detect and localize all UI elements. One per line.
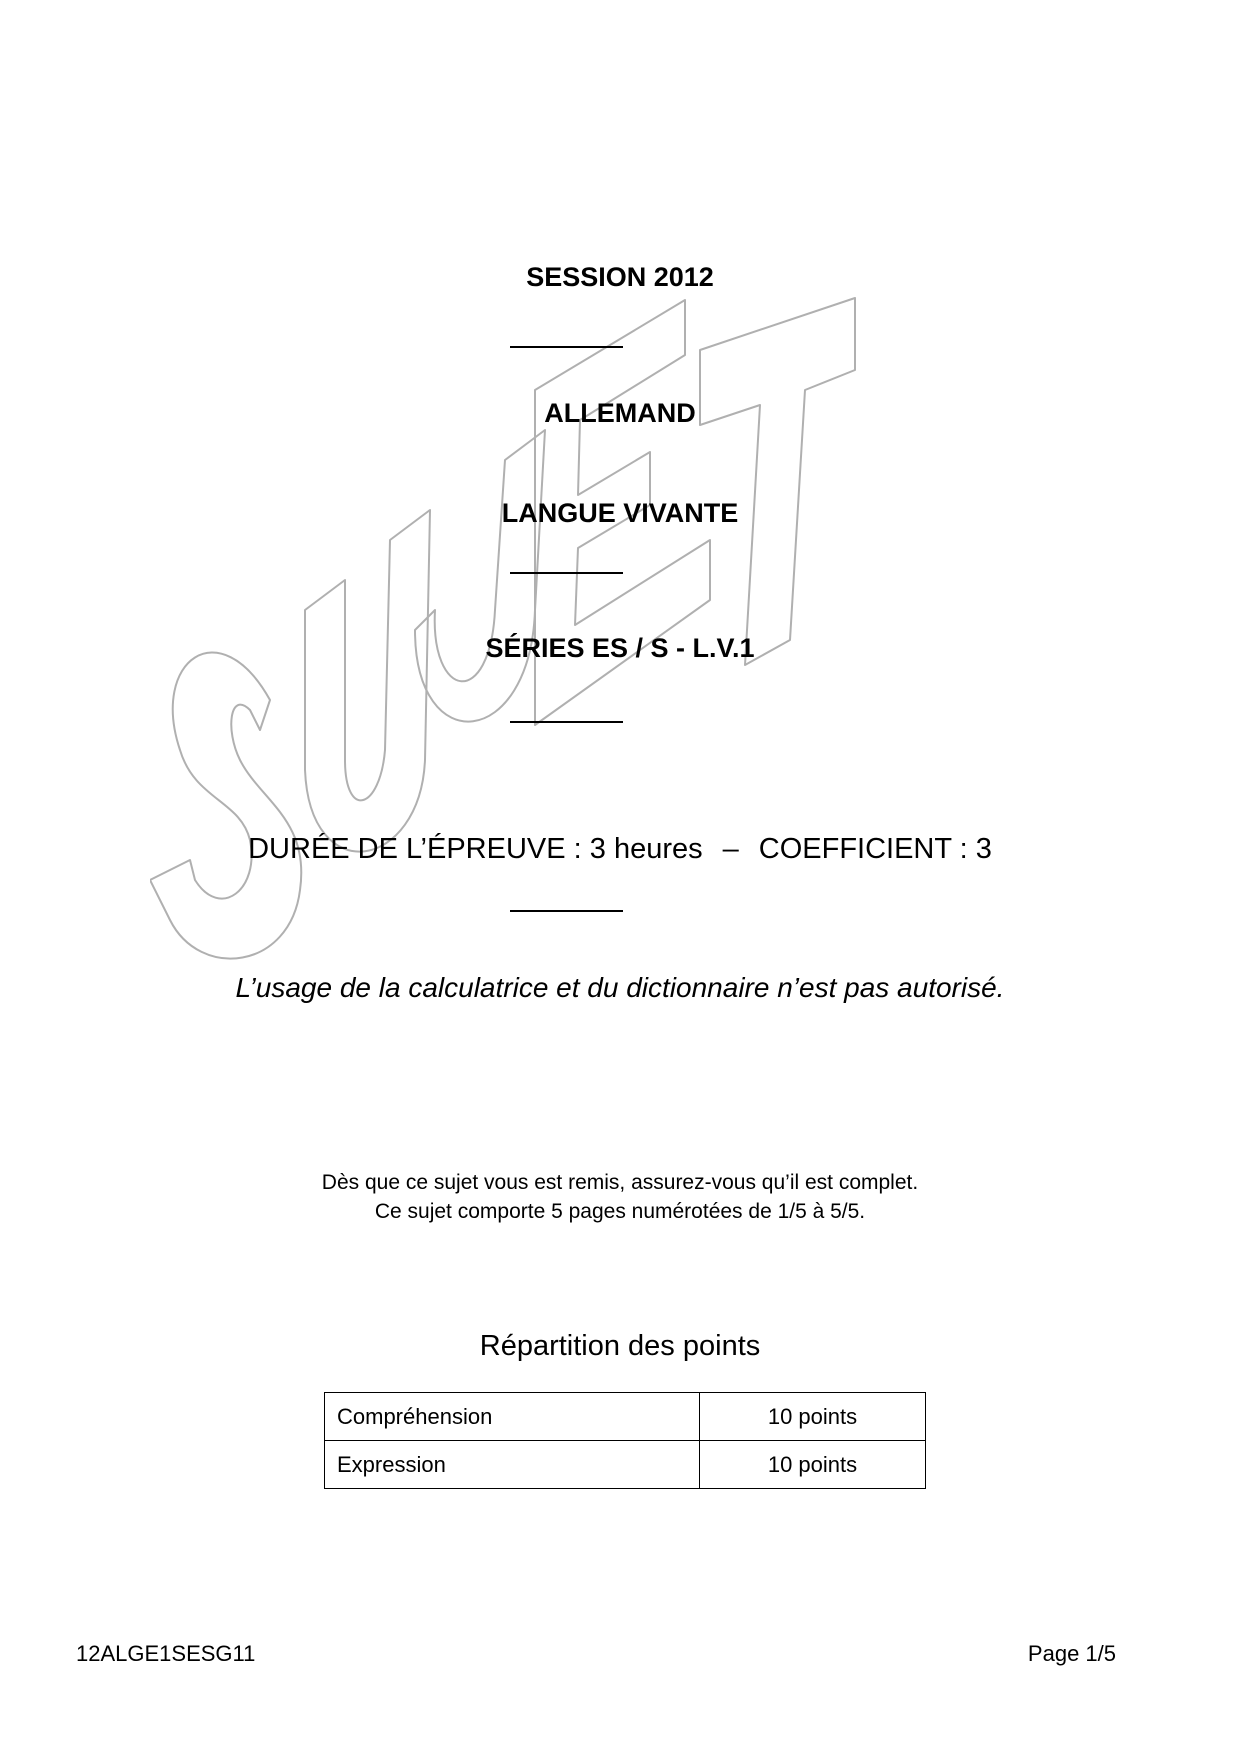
divider-4 <box>510 910 623 912</box>
watermark-letter-j <box>415 430 545 722</box>
divider-2 <box>510 572 623 574</box>
footer-page-number: Page 1/5 <box>1027 1641 1116 1666</box>
usage-note: L’usage de la calculatrice et du dictionnaire n’est pas autorisé. <box>235 972 1005 1003</box>
notice-block <box>0 1168 1240 1226</box>
duration-separator: – <box>722 833 739 865</box>
table-row <box>325 1441 926 1489</box>
points-table <box>324 1392 926 1489</box>
series-title: SÉRIES ES / S - L.V.1 <box>485 633 755 663</box>
duration-text: DURÉE DE L’ÉPREUVE : 3 heures <box>248 833 703 865</box>
sujet-watermark <box>150 280 910 980</box>
notice-line-2: Ce sujet comporte 5 pages numérotées de 1/5 à 5/5. <box>374 1200 866 1223</box>
divider-3 <box>510 721 623 723</box>
sujet-watermark-graphic <box>150 280 910 980</box>
footer-code: 12ALGE1SESG11 <box>76 1641 256 1666</box>
notice-line-1: Dès que ce sujet vous est remis, assurez-vous qu’il est complet. <box>321 1171 919 1194</box>
table-row <box>325 1393 926 1441</box>
coefficient-text: COEFFICIENT : 3 <box>758 833 992 865</box>
points-title: Répartition des points <box>479 1330 761 1362</box>
watermark-letter-u <box>305 510 430 852</box>
divider-1 <box>510 346 623 348</box>
points-row-value: 10 points <box>700 1441 926 1489</box>
points-row-label: Compréhension <box>325 1393 700 1441</box>
points-row-value: 10 points <box>700 1393 926 1441</box>
duration-line <box>0 833 1240 866</box>
type-title: LANGUE VIVANTE <box>501 498 739 528</box>
watermark-letter-t <box>700 298 855 665</box>
watermark-letter-s <box>150 653 301 959</box>
session-title: SESSION 2012 <box>526 262 714 292</box>
subject-title: ALLEMAND <box>544 398 696 428</box>
points-row-label: Expression <box>325 1441 700 1489</box>
